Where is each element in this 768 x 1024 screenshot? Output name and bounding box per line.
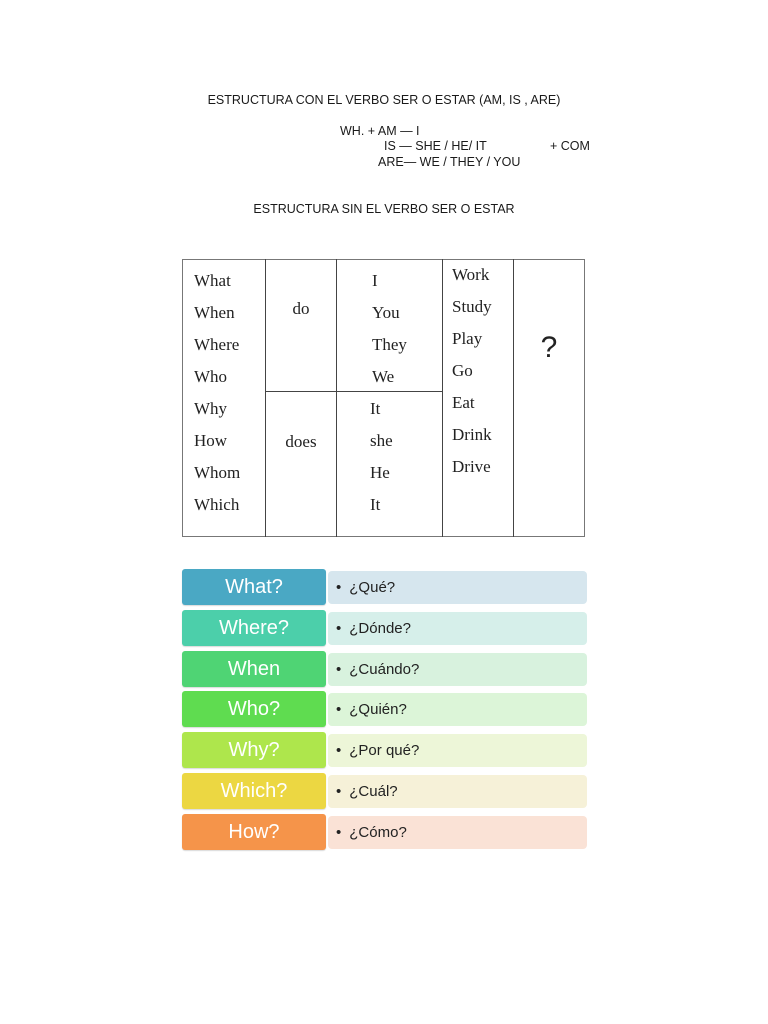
bullet-icon: • — [336, 660, 342, 678]
question-word-label: Which? — [182, 773, 326, 809]
wh-word: Who — [194, 367, 228, 386]
question-word-meaning — [328, 816, 587, 849]
table-row-divider — [265, 391, 443, 392]
formula-line-is: IS — SHE / HE/ IT — [384, 139, 487, 153]
verb: Drink — [452, 425, 492, 444]
verb: Eat — [452, 393, 475, 412]
bullet-icon: • — [336, 782, 342, 800]
formula-line-are: ARE— WE / THEY / YOU — [378, 155, 521, 169]
heading-with-be-verb: ESTRUCTURA CON EL VERBO SER O ESTAR (AM, IS , ARE) — [207, 93, 561, 107]
subject: He — [370, 463, 390, 482]
wh-word: Whom — [194, 463, 241, 482]
wh-word: Why — [194, 399, 228, 418]
bullet-icon: • — [336, 823, 342, 841]
table-divider — [442, 259, 443, 537]
heading-without-be-verb: ESTRUCTURA SIN EL VERBO SER O ESTAR — [253, 202, 515, 216]
wh-word: What — [194, 271, 231, 290]
grammar-table — [182, 259, 585, 537]
question-word-row — [182, 732, 587, 768]
subjects-do-column — [372, 265, 407, 393]
bullet-icon: • — [336, 742, 342, 760]
subject: They — [372, 335, 407, 354]
bullet-icon: • — [336, 619, 342, 637]
question-word-row — [182, 651, 587, 687]
meaning-text: ¿Por qué? — [349, 742, 420, 760]
question-word-label: How? — [182, 814, 326, 850]
subject: You — [372, 303, 400, 322]
meaning-text: ¿Qué? — [349, 579, 396, 596]
meaning-text: ¿Cuándo? — [349, 660, 420, 678]
wh-word: How — [194, 431, 228, 450]
table-divider — [513, 259, 514, 537]
bullet-icon: • — [336, 701, 342, 719]
auxiliary-does: does — [285, 432, 317, 451]
question-word-label: Who? — [182, 691, 326, 727]
question-words-list — [182, 569, 587, 855]
wh-words-column — [194, 265, 240, 521]
question-word-meaning — [328, 775, 587, 808]
question-word-meaning — [328, 653, 587, 686]
question-mark: ? — [540, 331, 558, 364]
question-word-meaning — [328, 612, 587, 645]
subject: We — [372, 367, 395, 386]
meaning-text: ¿Dónde? — [349, 619, 411, 637]
verb: Play — [452, 329, 483, 348]
bullet-icon: • — [336, 579, 342, 596]
question-word-label: Why? — [182, 732, 326, 768]
meaning-text: ¿Cuál? — [349, 782, 398, 800]
auxiliary-do: do — [292, 299, 310, 318]
question-word-meaning — [328, 571, 587, 604]
wh-word: Which — [194, 495, 240, 514]
subject: she — [370, 431, 393, 450]
wh-word: Where — [194, 335, 240, 354]
question-word-label: What? — [182, 569, 326, 605]
subject: It — [370, 399, 381, 418]
question-word-row — [182, 814, 587, 850]
question-word-label: When — [182, 651, 326, 687]
wh-word: When — [194, 303, 235, 322]
formula-line-am: WH. + AM — I — [340, 124, 420, 138]
table-divider — [336, 259, 337, 537]
verb: Work — [452, 265, 490, 284]
question-word-meaning — [328, 734, 587, 767]
formula-complement: + COM — [550, 139, 590, 153]
verbs-column — [452, 259, 492, 483]
question-word-row — [182, 610, 587, 646]
question-word-row — [182, 569, 587, 605]
verb: Study — [452, 297, 492, 316]
meaning-text: ¿Quién? — [349, 701, 407, 719]
subject: It — [370, 495, 381, 514]
subjects-does-column — [370, 393, 393, 521]
meaning-text: ¿Cómo? — [349, 823, 407, 841]
verb: Go — [452, 361, 473, 380]
question-word-row — [182, 773, 587, 809]
question-word-meaning — [328, 693, 587, 726]
subject: I — [372, 271, 378, 290]
question-word-row — [182, 691, 587, 727]
verb: Drive — [452, 457, 491, 476]
question-word-label: Where? — [182, 610, 326, 646]
